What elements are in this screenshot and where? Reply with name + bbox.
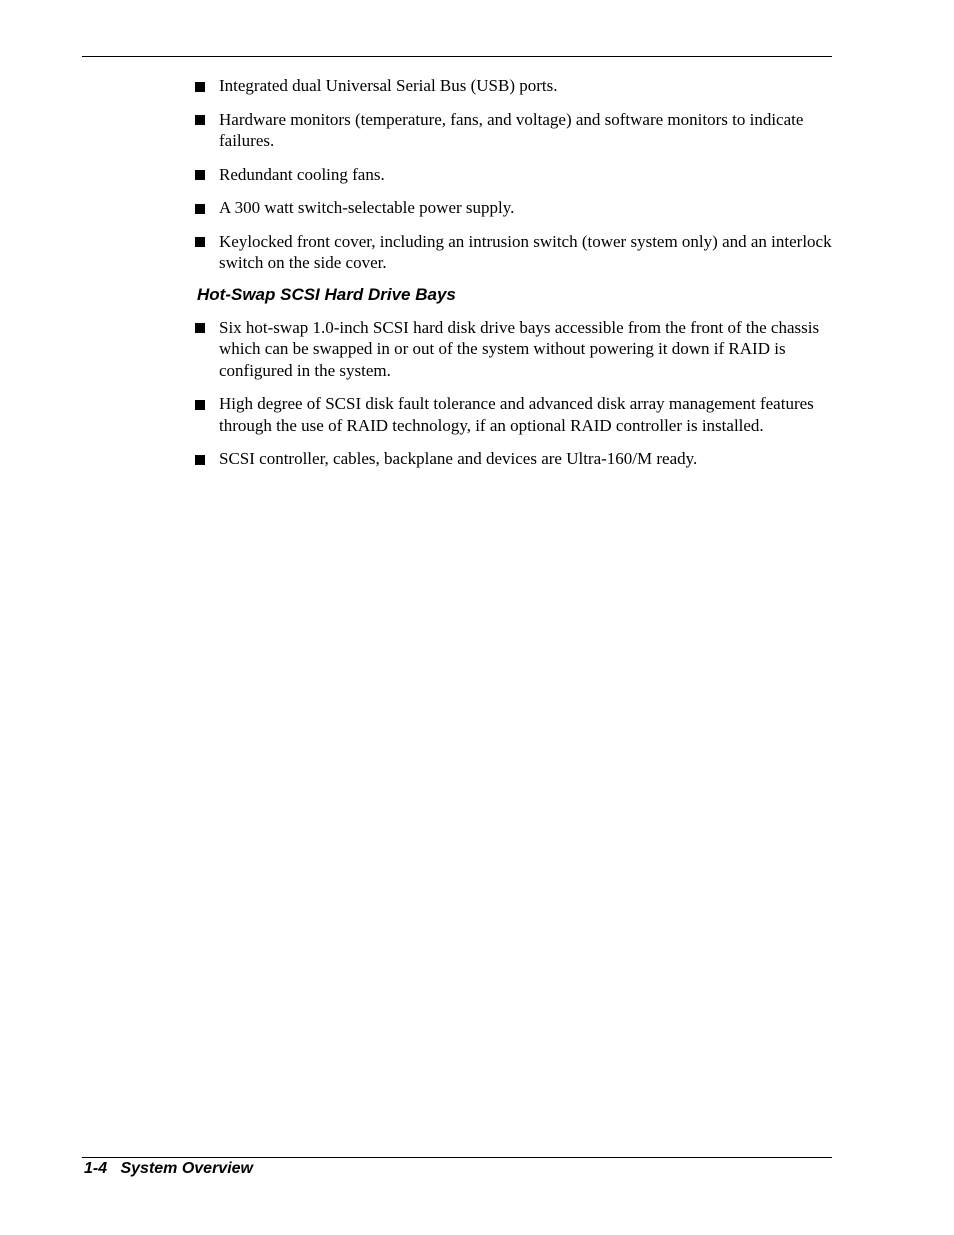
list-item-text: High degree of SCSI disk fault tolerance and advanced disk array management features through the use of RAID technology, if an optional RAID controller is installed. (219, 394, 814, 435)
list-item-text: Redundant cooling fans. (219, 164, 385, 184)
square-bullet-icon (195, 400, 205, 410)
list-item-text: SCSI controller, cables, backplane and devices are Ultra-160/M ready. (219, 449, 698, 468)
square-bullet-icon (195, 82, 205, 92)
drive-bay-feature-list (195, 317, 835, 470)
footer-section-title: System Overview (120, 1160, 253, 1177)
list-item (195, 109, 835, 152)
footer-rule (82, 1157, 832, 1158)
section-heading: Hot-Swap SCSI Hard Drive Bays (197, 284, 456, 304)
list-item-text: Integrated dual Universal Serial Bus (USB) ports. (219, 76, 558, 95)
list-item-text: Keylocked front cover, including an intrusion switch (tower system only) and an interlock switch on the side cover. (219, 231, 832, 272)
square-bullet-icon (195, 204, 205, 214)
square-bullet-icon (195, 115, 205, 125)
list-item-text: A 300 watt switch-selectable power supply. (219, 198, 515, 217)
list-item (195, 75, 835, 97)
feature-list (195, 75, 835, 274)
list-item-text: Hardware monitors (temperature, fans, and voltage) and software monitors to indicate failures. (219, 109, 804, 150)
list-item (195, 448, 835, 470)
square-bullet-icon (195, 170, 205, 180)
list-item (195, 197, 835, 219)
square-bullet-icon (195, 455, 205, 465)
square-bullet-icon (195, 237, 205, 247)
header-rule (82, 56, 832, 57)
list-item-text: Six hot-swap 1.0-inch SCSI hard disk drive bays accessible from the front of the chassis which can be swapped in or out of the system without powering it down if RAID is configured in the system. (219, 317, 820, 380)
page-number: 1-4 (84, 1160, 108, 1177)
list-item (195, 164, 835, 186)
page-content (195, 75, 835, 482)
list-item (195, 393, 835, 436)
square-bullet-icon (195, 323, 205, 333)
list-item (195, 231, 835, 274)
list-item (195, 317, 835, 382)
page-footer (84, 1159, 253, 1179)
